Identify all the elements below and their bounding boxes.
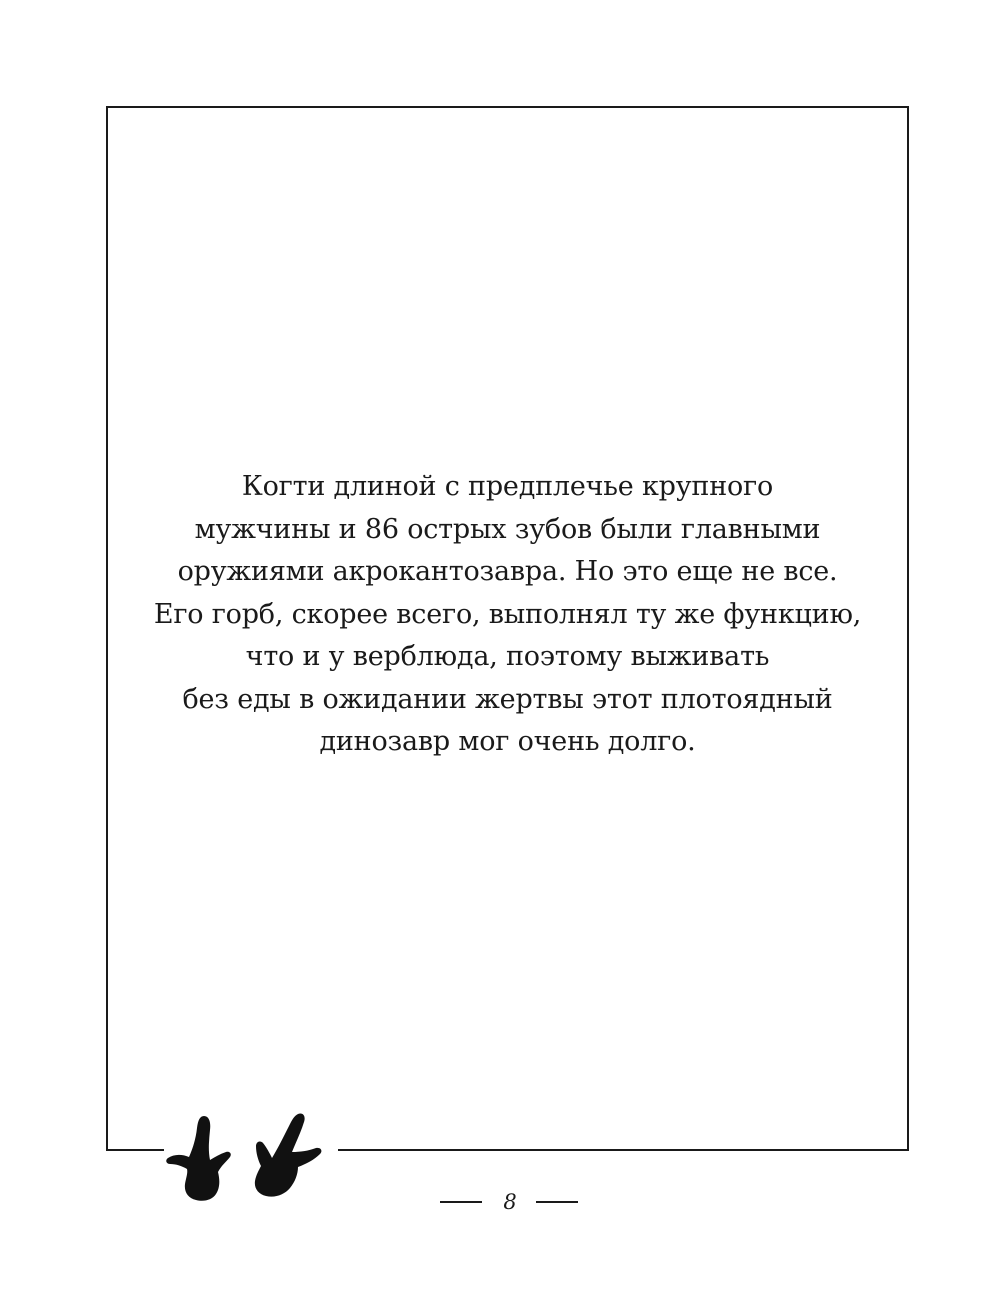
text-line: оружиями акрокантозавра. Но это еще не все. — [177, 556, 838, 587]
dinosaur-footprints-icon — [160, 1110, 335, 1205]
text-line: что и у верблюда, поэтому выживать — [245, 641, 770, 672]
page-number: 8 — [503, 1190, 517, 1214]
page-frame-bottom-left — [106, 1149, 164, 1151]
page-frame-right — [907, 106, 909, 1151]
text-line: Когти длиной с предплечье крупного — [241, 471, 774, 502]
text-line: Его горб, скорее всего, выполнял ту же функцию, — [153, 598, 862, 630]
text-line: мужчины и 86 острых зубов были главными — [194, 513, 821, 545]
page-frame-bottom-right — [338, 1149, 909, 1151]
text-line: без еды в ожидании жертвы этот плотоядный — [182, 683, 833, 715]
page-number-rule-right — [536, 1201, 578, 1203]
footprint-right-icon — [255, 1113, 322, 1196]
text-line: динозавр мог очень долго. — [319, 726, 696, 757]
page-frame-left — [106, 106, 108, 1151]
page-frame-top — [106, 106, 909, 108]
page-number-block — [440, 1188, 580, 1218]
body-paragraph — [120, 466, 895, 764]
footprint-left-icon — [166, 1116, 231, 1201]
page-number-rule-left — [440, 1201, 482, 1203]
